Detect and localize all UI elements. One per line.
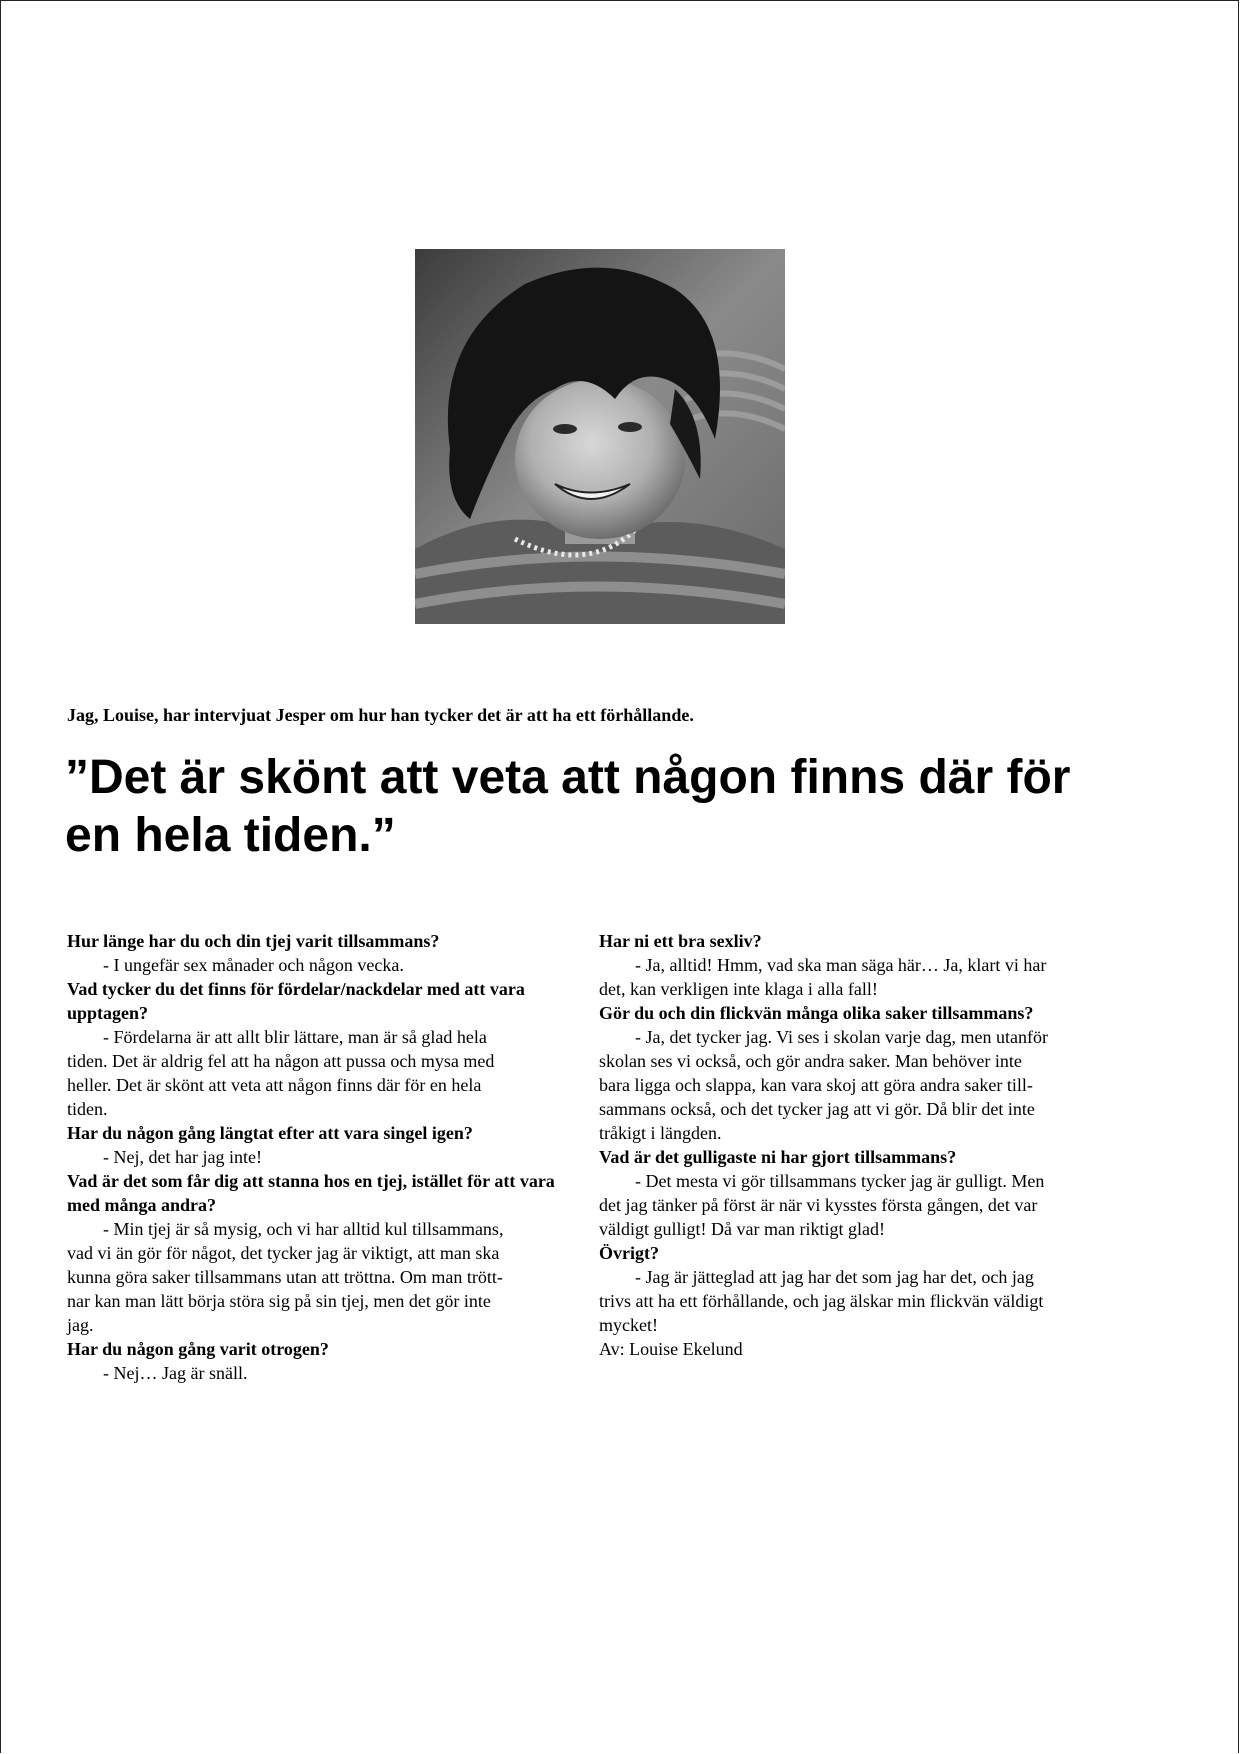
answer-line: tiden. Det är aldrig fel att ha någon att pussa och mysa med <box>67 1051 495 1071</box>
answer-line: kunna göra saker tillsammans utan att tröttna. Om man trött- <box>67 1267 503 1287</box>
answer-line: - Ja, alltid! Hmm, vad ska man säga här… Ja, klart vi har <box>635 955 1047 975</box>
portrait-photo <box>415 249 785 624</box>
headline <box>65 749 1145 865</box>
headline-line-2: en hela tiden.” <box>65 809 396 862</box>
byline: Av: Louise Ekelund <box>599 1339 743 1359</box>
right-column <box>599 929 1119 1361</box>
answer-line: vad vi än gör för något, det tycker jag är viktigt, att man ska <box>67 1243 500 1263</box>
headline-line-1: ”Det är skönt att veta att någon finns där för <box>65 751 1071 804</box>
answer-line: bara ligga och slappa, kan vara skoj att göra andra saker till- <box>599 1075 1033 1095</box>
answer-line: det, kan verkligen inte klaga i alla fall! <box>599 979 878 999</box>
question: Har ni ett bra sexliv? <box>599 931 762 951</box>
answer-line: trivs att ha ett förhållande, och jag älskar min flickvän väldigt <box>599 1291 1044 1311</box>
question: Har du någon gång varit otrogen? <box>67 1339 329 1359</box>
answer-line: - Det mesta vi gör tillsammans tycker jag är gulligt. Men <box>635 1171 1045 1191</box>
answer-line: - Nej, det har jag inte! <box>103 1147 262 1167</box>
left-column <box>67 929 573 1385</box>
intro-text: Jag, Louise, har intervjuat Jesper om hur han tycker det är att ha ett förhållande. <box>67 705 694 725</box>
answer-line: skolan ses vi också, och gör andra saker. Man behöver inte <box>599 1051 1022 1071</box>
question: Gör du och din flickvän många olika saker tillsammans? <box>599 1003 1034 1023</box>
answer-line: - Jag är jätteglad att jag har det som jag har det, och jag <box>635 1267 1034 1287</box>
answer-line: väldigt gulligt! Då var man riktigt glad! <box>599 1219 885 1239</box>
answer-line: tiden. <box>67 1099 108 1119</box>
answer-line: - I ungefär sex månader och någon vecka. <box>103 955 404 975</box>
answer-line: heller. Det är skönt att veta att någon finns där för en hela <box>67 1075 482 1095</box>
answer-line: mycket! <box>599 1315 658 1335</box>
portrait-illustration <box>415 249 785 624</box>
question: Vad är det som får dig att stanna hos en tjej, istället för att vara med många andra? <box>67 1171 555 1215</box>
answer-line: sammans också, och det tycker jag att vi gör. Då blir det inte <box>599 1099 1035 1119</box>
question: Hur länge har du och din tjej varit tillsammans? <box>67 931 440 951</box>
answer-line: - Min tjej är så mysig, och vi har alltid kul tillsammans, <box>103 1219 504 1239</box>
answer-line: - Nej… Jag är snäll. <box>103 1363 248 1383</box>
answer-line: jag. <box>67 1315 94 1335</box>
answer-line: tråkigt i längden. <box>599 1123 722 1143</box>
question: Övrigt? <box>599 1243 659 1263</box>
question: Vad tycker du det finns för fördelar/nackdelar med att vara upptagen? <box>67 979 525 1023</box>
answer-line: det jag tänker på först är när vi kysstes första gången, det var <box>599 1195 1038 1215</box>
answer-line: - Ja, det tycker jag. Vi ses i skolan varje dag, men utanför <box>635 1027 1048 1047</box>
answer-line: nar kan man lätt börja störa sig på sin tjej, men det gör inte <box>67 1291 491 1311</box>
question: Vad är det gulligaste ni har gjort tillsammans? <box>599 1147 957 1167</box>
question: Har du någon gång längtat efter att vara singel igen? <box>67 1123 473 1143</box>
answer-line: - Fördelarna är att allt blir lättare, man är så glad hela <box>103 1027 487 1047</box>
